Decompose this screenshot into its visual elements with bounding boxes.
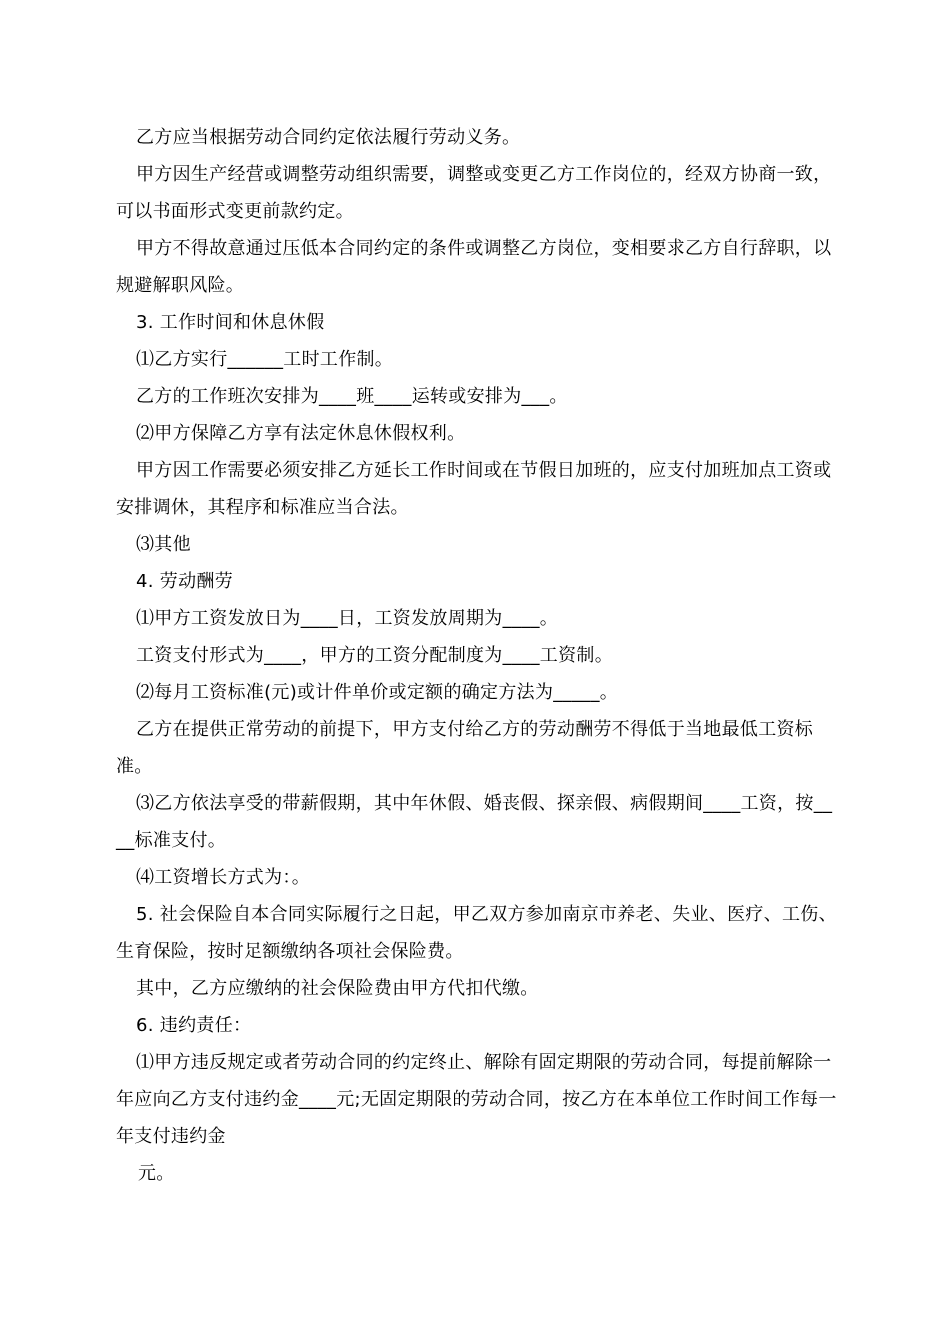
paragraph-3-2-overtime: 甲方因工作需要必须安排乙方延长工作时间或在节假日加班的，应支付加班加点工资或安排调休，其程序和标准应当合法。 [116, 460, 832, 518]
paragraph-3-3: ⑶其他 [136, 534, 191, 555]
paragraph-6-1-unit: 元。 [138, 1163, 175, 1184]
paragraph-4-2-minimum: 乙方在提供正常劳动的前提下，甲方支付给乙方的劳动酬劳不得低于当地最低工资标准。 [116, 719, 814, 777]
paragraph-2: 甲方因生产经营或调整劳动组织需要，调整或变更乙方工作岗位的，经双方协商一致，可以书面形式变更前款约定。 [116, 164, 832, 222]
paragraph-6-1: ⑴甲方违反规定或者劳动合同的约定终止、解除有固定期限的劳动合同，每提前解除一年应向乙方支付违约金____元;无固定期限的劳动合同，按乙方在本单位工作时间工作每一年支付违约金 [116, 1052, 837, 1147]
section-heading-4: 4. 劳动酬劳 [136, 571, 233, 592]
paragraph-3: 甲方不得故意通过压低本合同约定的条件或调整乙方岗位，变相要求乙方自行辞职，以规避解职风险。 [116, 238, 832, 296]
paragraph-4-1-form: 工资支付形式为____，甲方的工资分配制度为____工资制。 [136, 645, 613, 666]
paragraph-4-3: ⑶乙方依法享受的带薪假期，其中年休假、婚丧假、探亲假、病假期间____工资，按____标准支付。 [116, 793, 833, 851]
document-body [116, 119, 840, 1192]
paragraph-5-withholding: 其中，乙方应缴纳的社会保险费由甲方代扣代缴。 [136, 978, 539, 999]
paragraph-3-1-shift: 乙方的工作班次安排为____班____运转或安排为___。 [136, 386, 568, 407]
paragraph-4-4: ⑷工资增长方式为：。 [136, 867, 310, 888]
section-heading-5: 5. 社会保险自本合同实际履行之日起，甲乙双方参加南京市养老、失业、医疗、工伤、生育保险，按时足额缴纳各项社会保险费。 [116, 904, 837, 962]
paragraph-4-1: ⑴甲方工资发放日为____日，工资发放周期为____。 [136, 608, 559, 629]
paragraph-3-1: ⑴乙方实行______工时工作制。 [136, 349, 394, 370]
paragraph-1: 乙方应当根据劳动合同约定依法履行劳动义务。 [136, 127, 521, 148]
paragraph-3-2: ⑵甲方保障乙方享有法定休息休假权利。 [136, 423, 466, 444]
section-heading-6: 6. 违约责任： [136, 1015, 252, 1036]
section-heading-3: 3. 工作时间和休息休假 [136, 312, 325, 333]
paragraph-4-2: ⑵每月工资标准(元)或计件单价或定额的确定方法为_____。 [136, 682, 619, 703]
